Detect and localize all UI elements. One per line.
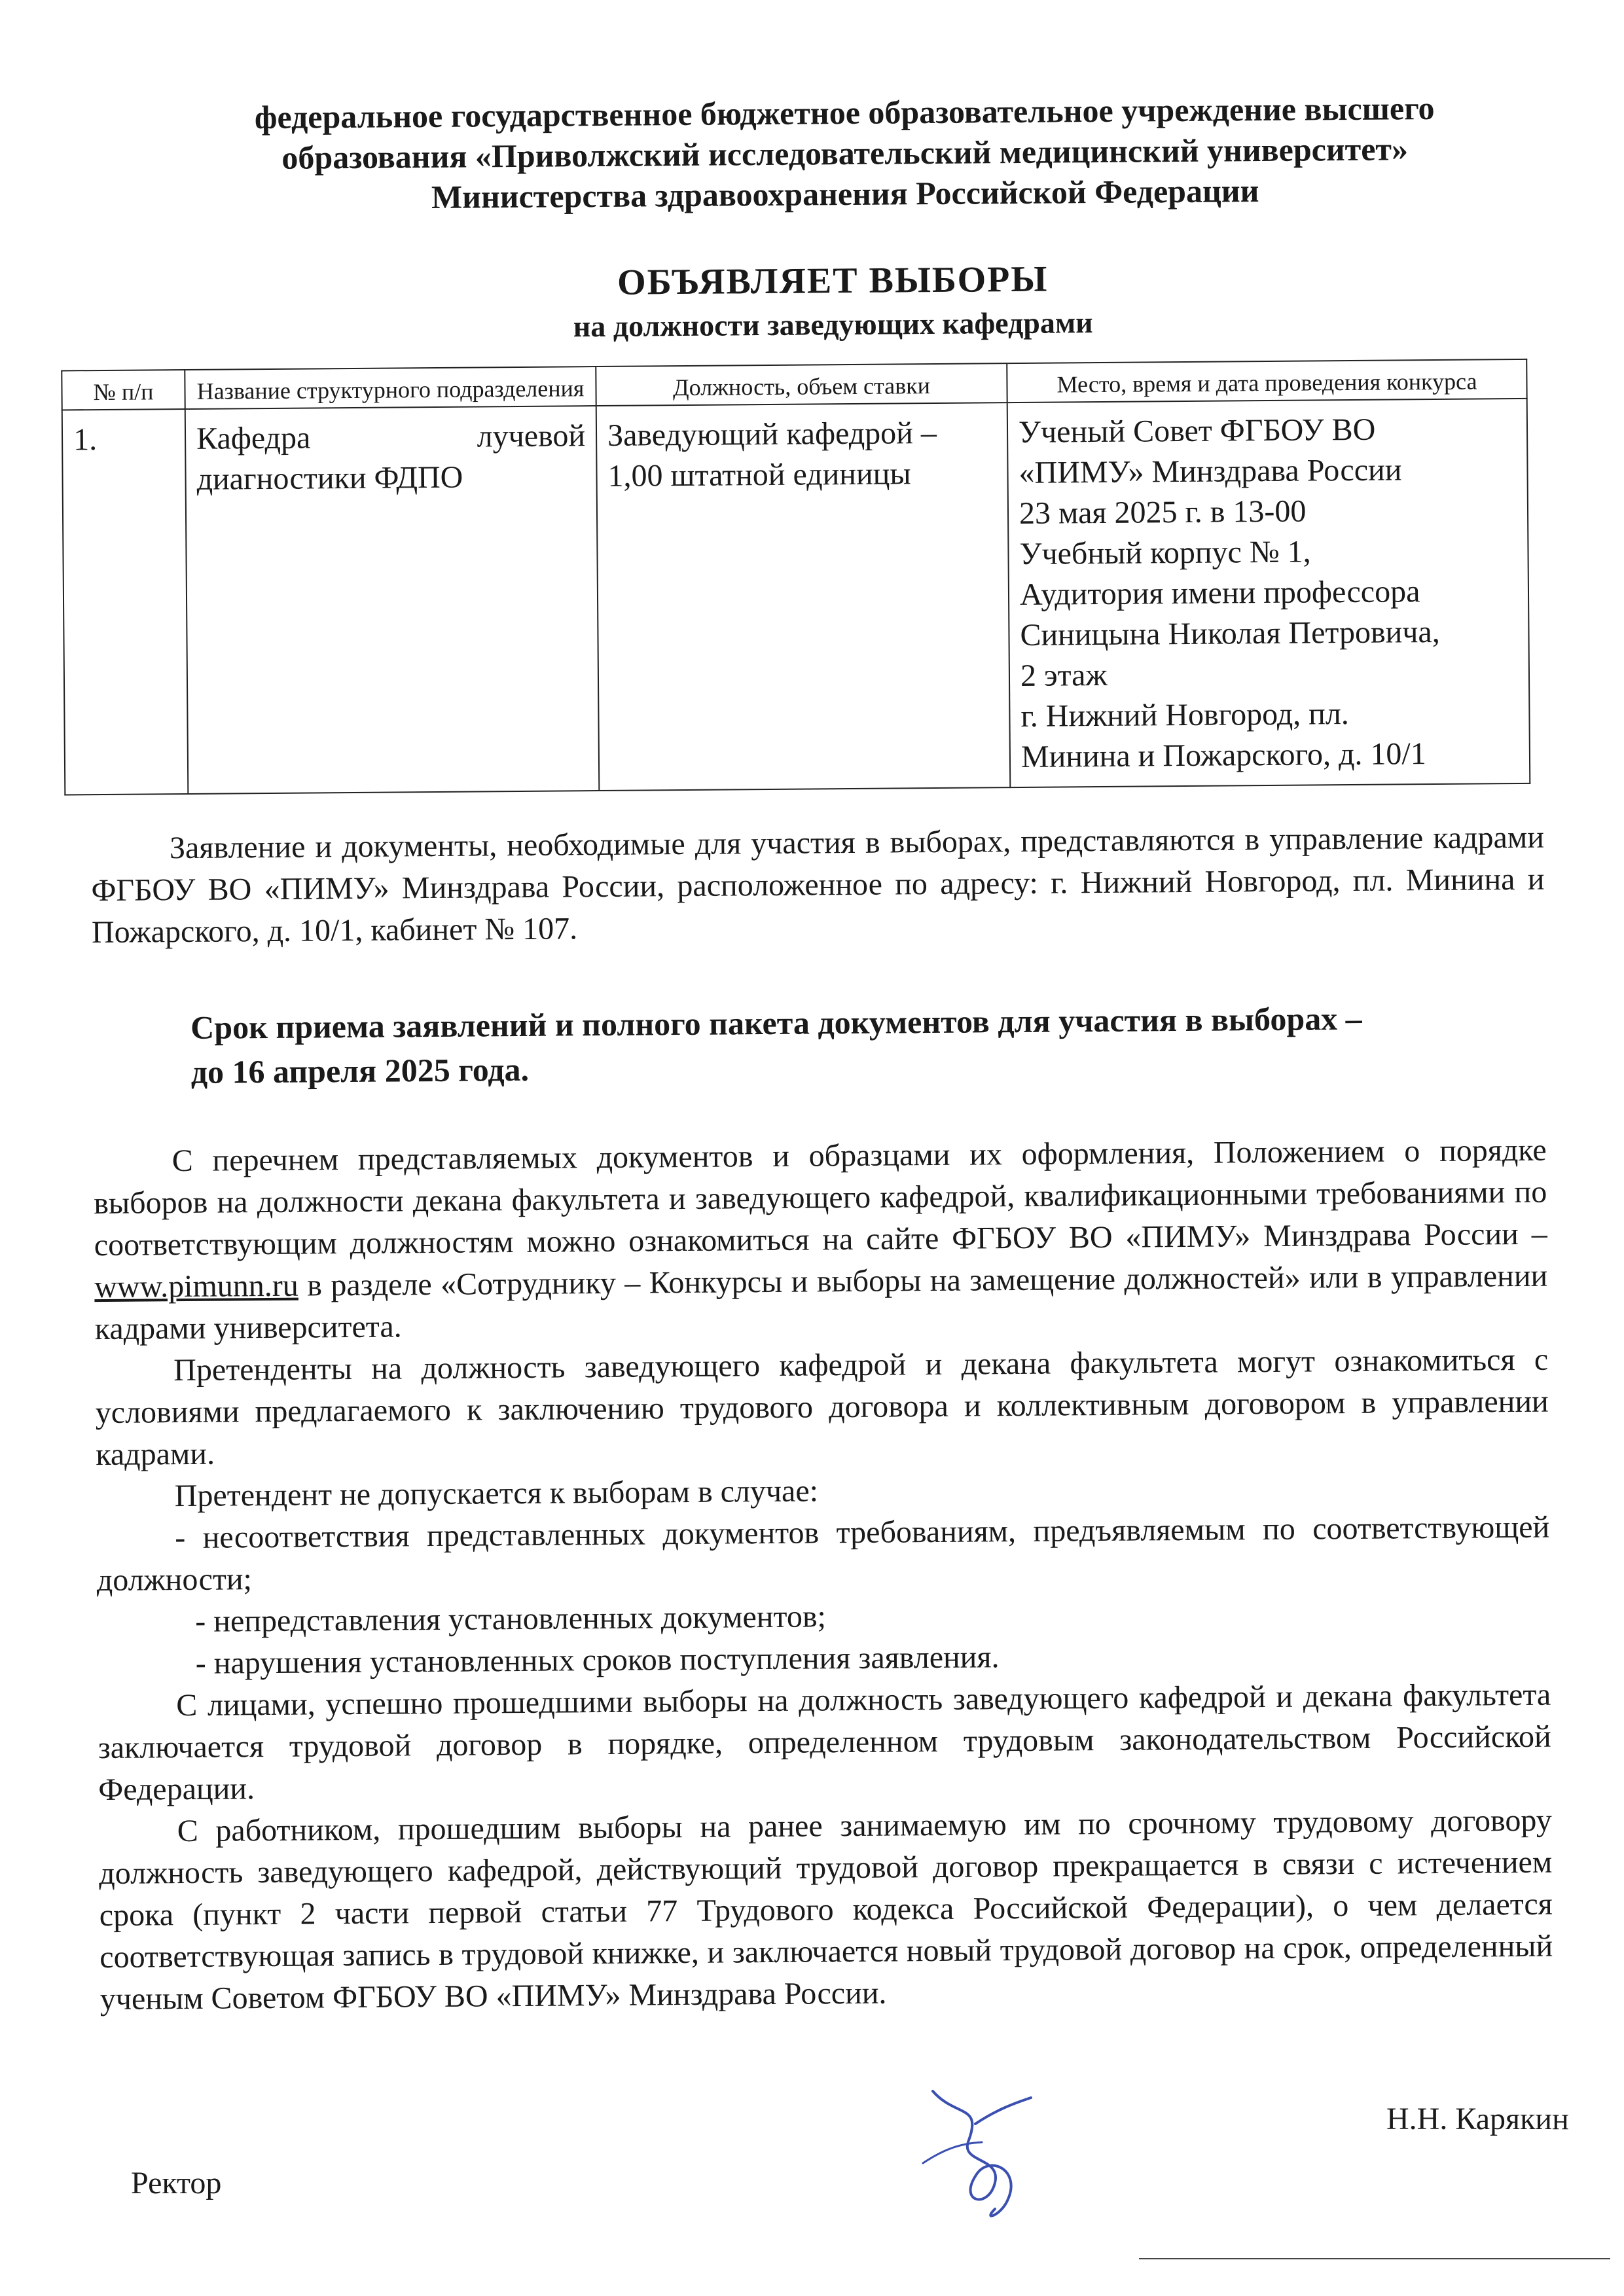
place-line: г. Нижний Новгород, пл. bbox=[1020, 696, 1350, 734]
signatory-name: Н.Н. Карякин bbox=[1386, 2102, 1569, 2136]
column-header-unit: Название структурного подразделения bbox=[185, 367, 596, 409]
header-line-3: Министерства здравоохранения Российской Федерации bbox=[431, 172, 1259, 216]
not-admitted-item: - непредставления установленных документов; bbox=[195, 1599, 827, 1639]
place-line: 23 мая 2025 г. в 13-00 bbox=[1019, 493, 1307, 531]
not-admitted-intro: Претендент не допускается к выборам в случае: bbox=[174, 1473, 819, 1514]
bottom-rule bbox=[1139, 2258, 1610, 2259]
column-header-position: Должность, объем ставки bbox=[596, 363, 1007, 406]
place-line: Аудитория имени профессора bbox=[1019, 574, 1420, 612]
website-link[interactable]: www.pimunn.ru bbox=[94, 1268, 298, 1305]
not-admitted-block bbox=[96, 1465, 1551, 1685]
contract-paragraph: С лицами, успешно прошедшими выборы на должность заведующего кафедрой и декана факультета заключается трудовой договор в порядке, определенном трудовым законодательством Российской Федерации. bbox=[98, 1677, 1551, 1808]
info-paragraph bbox=[94, 1130, 1548, 1350]
table-row bbox=[62, 399, 1530, 795]
employee-paragraph: С работником, прошедшим выборы на ранее занимаемую им по срочному трудовому договору должность заведующего кафедрой, действующий трудовой договор прекращается в связи с истечением срока (пункт 2 части первой статьи 77 Трудового кодекса Российской Федерации), о чем делается соответствующая запись в трудовой книжке, и заключается новый трудовой договор на срок, определенный ученым Советом ФГБОУ ВО «ПИМУ» Минздрава России. bbox=[99, 1803, 1553, 2017]
info-text-part-1: С перечнем представляемых документов и образцами их оформления, Положением о порядке выборов на должности декана факультета и заведующего кафедрой, квалификационными требованиями по соответствующим должностям можно ознакомиться на сайте ФГБОУ ВО «ПИМУ» Минздрава России – bbox=[94, 1132, 1547, 1263]
place-line: «ПИМУ» Минздрава России bbox=[1019, 452, 1402, 490]
announcement-subtitle: на должности заведующих кафедрами bbox=[573, 306, 1093, 344]
cell-place bbox=[1007, 399, 1530, 787]
place-line: Ученый Совет ФГБОУ ВО bbox=[1018, 412, 1376, 450]
deadline-line-1: Срок приема заявлений и полного пакета документов для участия в выборах – bbox=[190, 999, 1362, 1046]
column-header-place: Место, время и дата проведения конкурса bbox=[1007, 359, 1526, 403]
deadline-line-2: до 16 апреля 2025 года. bbox=[190, 1050, 530, 1090]
place-line: Синицына Николая Петровича, bbox=[1020, 614, 1440, 653]
handwritten-signature bbox=[897, 2078, 1067, 2229]
announcement-title: ОБЪЯВЛЯЕТ ВЫБОРЫ bbox=[617, 259, 1049, 303]
place-line: Учебный корпус № 1, bbox=[1019, 534, 1311, 571]
signatory-role: Ректор bbox=[131, 2166, 222, 2200]
cell-unit: Кафедра лучевой диагностики ФДПО bbox=[185, 406, 600, 794]
documents-paragraph: Заявление и документы, необходимые для участия в выборах, представляются в управление кадрами ФГБОУ ВО «ПИМУ» Минздрава России, расположенное по адресу: г. Нижний Новгород, пл. Минина и Пожарского, д. 10/1, кабинет № 107. bbox=[91, 819, 1545, 950]
document-content bbox=[73, 86, 1579, 2052]
header-line-2: образования «Приволжский исследовательский медицинский университет» bbox=[281, 130, 1409, 176]
organization-header bbox=[124, 86, 1565, 219]
cell-position: Заведующий кафедрой – 1,00 штатной единицы bbox=[596, 403, 1011, 791]
conditions-paragraph: Претенденты на должность заведующего кафедрой и декана факультета могут ознакомиться с условиями предлагаемого к заключению трудового договора и коллективным договором в управлении кадрами. bbox=[95, 1342, 1549, 1473]
not-admitted-item: - несоответствия представленных документов требованиям, предъявляемым по соответствующей должности; bbox=[96, 1509, 1550, 1598]
column-header-number: № п/п bbox=[62, 370, 185, 410]
elections-table bbox=[61, 359, 1530, 796]
deadline-notice bbox=[190, 995, 1500, 1094]
not-admitted-item: - нарушения установленных сроков поступления заявления. bbox=[195, 1640, 1000, 1681]
place-line: 2 этаж bbox=[1020, 657, 1108, 693]
header-line-1: федеральное государственное бюджетное образовательное учреждение высшего bbox=[254, 89, 1435, 136]
info-text-part-2: в разделе «Сотруднику – Конкурсы и выборы на замещение должностей» или в управлении кадрами университета. bbox=[94, 1258, 1548, 1347]
place-line: Минина и Пожарского, д. 10/1 bbox=[1020, 736, 1426, 774]
cell-number: 1. bbox=[62, 409, 189, 795]
